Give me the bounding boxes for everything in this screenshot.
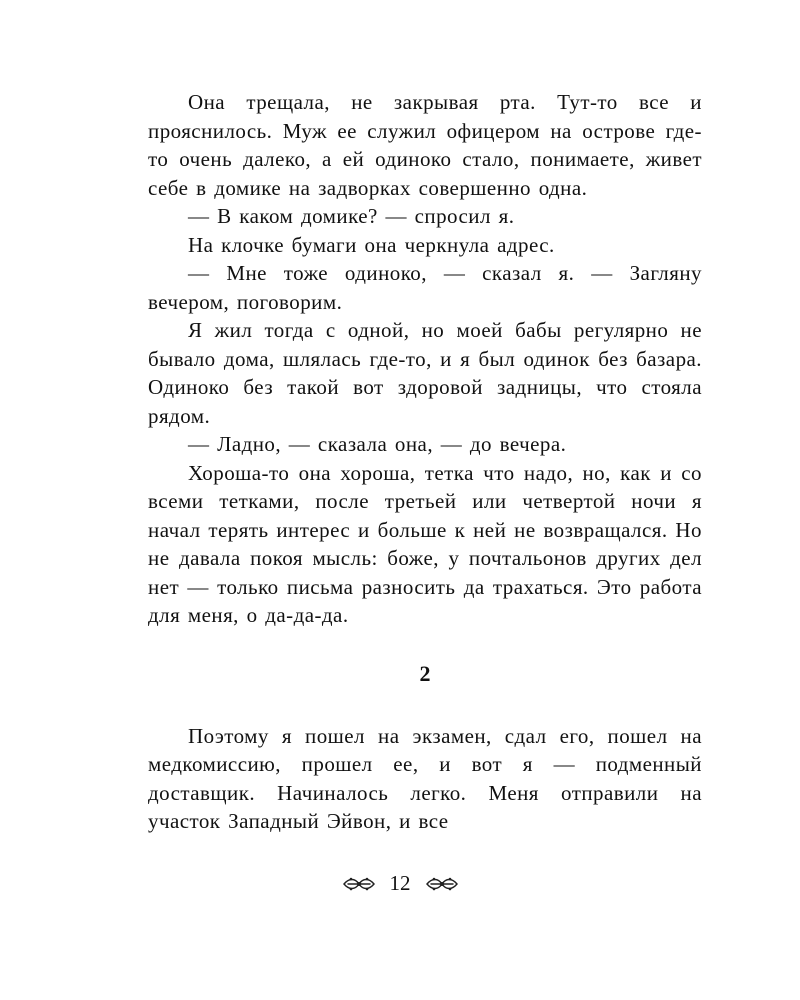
paragraph: Я жил тогда с одной, но моей бабы регулярно не бывало дома, шлялась где-то, и я был одинок без базара. Одиноко без такой вот здоровой задницы, что стояла рядом.: [148, 318, 702, 428]
section-1: [148, 88, 702, 630]
paragraph: Поэтому я пошел на экзамен, сдал его, пошел на медкомиссию, прошел ее, и вот я — подменный доставщик. Начиналось легко. Меня отправили на участок Западный Эйвон, и все: [148, 723, 702, 833]
page-footer: [0, 871, 800, 896]
page-number: 12: [389, 871, 411, 895]
paragraph: — В каком домике? — спросил я.: [188, 204, 515, 228]
paragraph: Она трещала, не закрывая рта. Тут-то все и прояснилось. Муж ее служил офицером на острове где-то очень далеко, а ей одиноко стало, понимаете, живет себе в домике на задворках совершенно одна.: [148, 90, 702, 200]
paragraph: — Ладно, — сказала она, — до вечера.: [188, 432, 567, 456]
floral-ornament-icon: [425, 875, 459, 893]
floral-ornament-icon: [342, 875, 376, 893]
chapter-number: 2: [419, 660, 431, 686]
section-2: [148, 722, 702, 836]
paragraph: — Мне тоже одиноко, — сказал я. — Загляну вечером, поговорим.: [148, 261, 702, 314]
page-body: [148, 88, 702, 836]
paragraph: Хороша-то она хороша, тетка что надо, но, как и со всеми тетками, после третьей или четвертой ночи я начал терять интерес и больше к ней не возвращался. Но не давала покоя мысль: боже, у почтальонов других дел нет — только письма разносить да трахаться. Это работа для меня, о да-да-да.: [148, 460, 702, 627]
paragraph: На клочке бумаги она черкнула адрес.: [188, 232, 555, 257]
